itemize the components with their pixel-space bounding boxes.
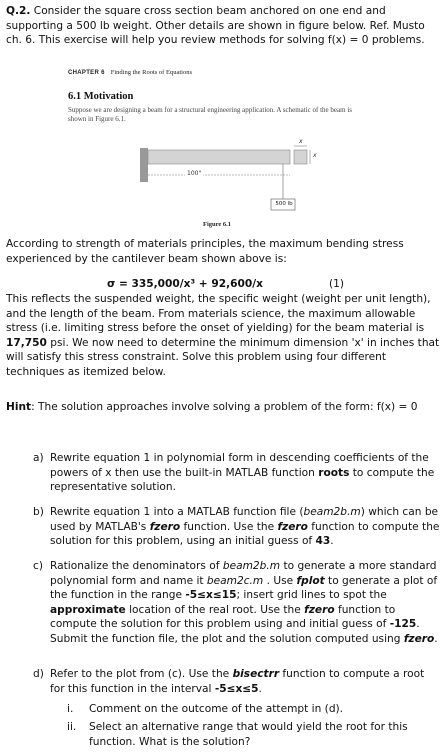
sub-item-label: ii. xyxy=(67,721,77,733)
question-label: Q.2. xyxy=(6,5,31,17)
item-label: d) xyxy=(33,668,44,680)
section-title: 6.1 Motivation xyxy=(68,91,134,102)
intro-text: Consider the square cross section beam anchored on one end and supporting a 500 lb weight. Other details are shown in figure below. Ref. Musto ch. 6. This exercise will help you review methods for solving f(x) = 0 problems. xyxy=(6,5,425,47)
stress-paragraph: According to strength of materials principles, the maximum bending stress experienced by the cantilever beam shown above is: xyxy=(6,238,404,265)
equation-text: σ = 335,000/x³ + 92,600/x xyxy=(107,278,263,290)
wall xyxy=(140,148,148,182)
beam xyxy=(148,150,290,164)
list-item-b: b) Rewrite equation 1 into a MATLAB function file (beam2b.m) which can be used by MATLAB's fzero function. Use the fzero function to compute the solution for this problem, using an initial guess of 43. xyxy=(33,506,440,548)
chapter-header: CHAPTER 6 Finding the Roots of Equations xyxy=(68,69,192,76)
cross-section xyxy=(294,150,307,164)
load-label: 500 lb xyxy=(275,201,293,207)
beam-schematic xyxy=(58,62,376,234)
item-label: c) xyxy=(33,560,43,572)
sub-item-i: i. Comment on the outcome of the attempt in (d). xyxy=(67,703,344,715)
sub-item-label: i. xyxy=(67,703,74,715)
list-item-a: a) Rewrite equation 1 in polynomial form in descending coefficients of the powers of x then use the built-in MATLAB function roots to compute the representative solution. xyxy=(33,452,435,494)
intro-paragraph xyxy=(6,4,442,48)
figure-caption: Suppose we are designing a beam for a structural engineering application. A schematic of the beam is shown in Figure 6.1. xyxy=(68,106,352,124)
constraint-paragraph: This reflects the suspended weight, the specific weight (weight per unit length), and the length of the beam. From materials science, the maximum allowable stress (i.e. limiting stress before the onset of yielding) for the beam material is 17,750 psi. We now need to determine the minimum dimension 'x' in inches that will satisfy this stress constraint. Solve this problem using four different techniques as itemized below. xyxy=(6,293,440,379)
equation xyxy=(107,277,407,292)
list-item-c: c) Rationalize the denominators of beam2b.m to generate a more standard polynomial form and name it beam2c.m . Use fplot to generate a plot of the function in the range -5≤x≤15; insert grid lines to spot the approximate location of the real root. Use the fzero function to compute the solution for this problem using and initial guess of -125. Submit the function file, the plot and the solution computed using fzero. xyxy=(33,560,438,646)
equation-number: (1) xyxy=(329,278,345,290)
length-label: 100" xyxy=(187,170,202,177)
hint-line: Hint: The solution approaches involve solving a problem of the form: f(x) = 0 xyxy=(6,401,418,413)
allowable-stress-value: 17,750 xyxy=(6,336,47,349)
textbook-figure xyxy=(58,62,376,234)
x-label-side: x xyxy=(313,152,317,159)
hint-label: Hint xyxy=(6,401,32,413)
figure-label: Figure 6.1 xyxy=(202,221,232,228)
x-label-top: x xyxy=(299,138,303,145)
item-label: a) xyxy=(33,452,44,464)
list-item-d: d) Refer to the plot from (c). Use the bisectrr function to compute a root for this function in the interval -5≤x≤5. xyxy=(33,668,425,695)
item-label: b) xyxy=(33,506,44,518)
sub-item-ii: ii. Select an alternative range that would yield the root for this function. What is the solution? xyxy=(67,721,408,748)
